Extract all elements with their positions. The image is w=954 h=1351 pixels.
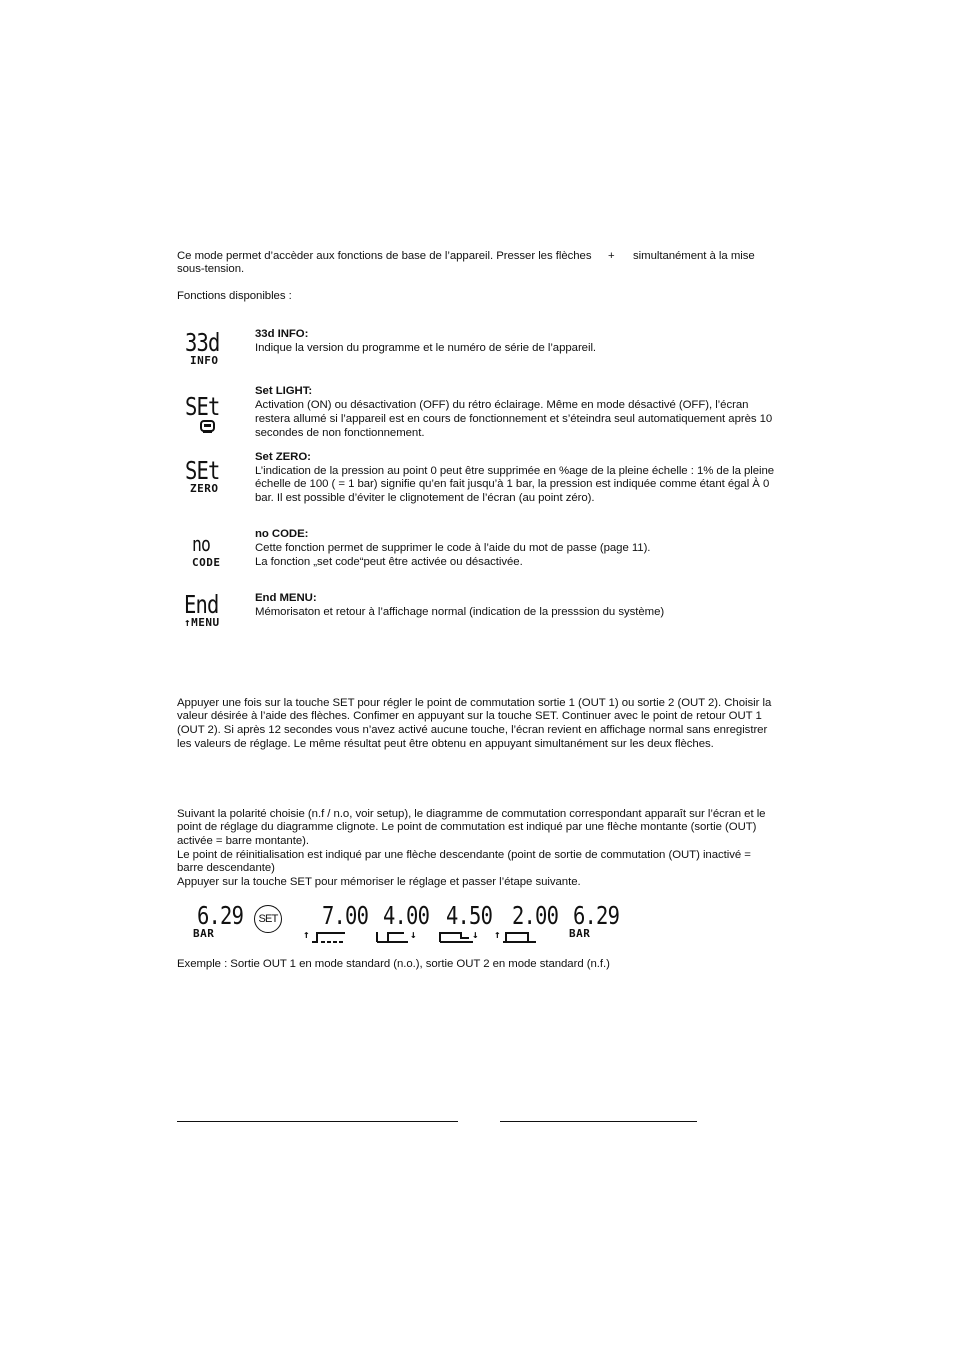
function-desc-line: Activation (ON) ou désactivation (OFF) du rétro éclairage. Même en mode désactivé (OFF), l’écran xyxy=(255,399,749,411)
paragraph-line: les valeurs de réglage. Le même résultat peut être obtenu en appuyant simultanément sur les deux flèches. xyxy=(177,738,714,750)
arrow-down-icon: ↓ xyxy=(472,928,480,941)
lcd-display-switch-point-1 xyxy=(322,903,378,928)
lcd-main-text: SEt xyxy=(185,456,220,485)
lcd-value: 2.00 xyxy=(512,901,559,930)
lcd-main-text: SEt xyxy=(185,392,220,421)
function-title: 33d INFO: xyxy=(255,328,309,340)
function-desc-line: bar. Il est possible d’éviter le clignotement de l’écran (au point zéro). xyxy=(255,492,595,504)
switch-diagram-icon xyxy=(311,931,347,943)
lcd-main-text: 33d xyxy=(185,328,220,357)
arrow-up-icon: ↑ xyxy=(494,928,502,941)
lcd-sub-text: ZERO xyxy=(190,482,219,495)
function-desc-line: échelle de 100 ( = 1 bar) signifie qu’en fait jusqu’à 1 bar, la pression est indiquée comme étant égal À 0 xyxy=(255,478,770,490)
lcd-sub-text: CODE xyxy=(192,556,221,569)
lcd-set-zero-icon xyxy=(185,458,227,495)
lcd-end-menu-icon xyxy=(184,592,226,629)
paragraph-line: activée = barre montante). xyxy=(177,835,309,847)
lcd-value: 6.29 xyxy=(573,901,620,930)
lcd-set-light-icon xyxy=(185,394,227,435)
function-desc-line: L’indication de la pression au point 0 peut être supprimée en %age de la pleine échelle : 1% de la pleine xyxy=(255,465,775,477)
function-desc-line: Mémorisaton et retour à l’affichage normal (indication de la presssion du système) xyxy=(255,606,665,618)
function-desc-line: Cette fonction permet de supprimer le code à l’aide du mot de passe (page 11). xyxy=(255,542,651,554)
lcd-sub: BAR xyxy=(193,927,215,940)
paragraph-line: barre descendante) xyxy=(177,862,275,874)
function-desc-line: Indique la version du programme et le numéro de série de l’appareil. xyxy=(255,342,597,354)
paragraph-line: Le point de réinitialisation est indiqué par une flèche descendante (point de sortie de commutation (OUT) inactivé = xyxy=(177,849,751,861)
signature-line-left xyxy=(177,1121,458,1122)
paragraph-line: valeur désirée à l’aide des flèches. Confimer en appuyant sur la touche SET. Continuer avec le point de retour OUT 1 xyxy=(177,710,762,722)
set-button-icon: SET xyxy=(254,905,282,933)
lcd-display-pressure-final xyxy=(569,901,629,940)
function-desc-line: La fonction „set code“peut être activée ou désactivée. xyxy=(255,556,523,568)
intro-text-line1b: simultanément à la mise xyxy=(633,250,755,262)
switch-diagram-icon xyxy=(439,931,475,943)
paragraph-line: Appuyer sur la touche SET pour mémoriser le réglage et passer l’étape suivante. xyxy=(177,876,581,888)
function-title: Set LIGHT: xyxy=(255,385,313,397)
intro-text-line1a: Ce mode permet d’accèder aux fonctions de base de l’appareil. Presser les flèches xyxy=(177,250,592,262)
paragraph-line: Appuyer une fois sur la touche SET pour régler le point de commutation sortie 1 (OUT 1) ou sortie 2 (OUT 2). Choisir la xyxy=(177,697,772,709)
function-title: End MENU: xyxy=(255,592,317,604)
example-caption: Exemple : Sortie OUT 1 en mode standard (n.o.), sortie OUT 2 en mode standard (n.f.) xyxy=(177,958,610,970)
lcd-display-reset-point-2 xyxy=(512,903,568,928)
paragraph-line: Suivant la polarité choisie (n.f / n.o, voir setup), le diagramme de commutation correspondant apparaît sur l’écran et le xyxy=(177,808,766,820)
available-functions-label: Fonctions disponibles : xyxy=(177,290,292,302)
plus-sign: + xyxy=(608,250,615,262)
switch-diagram-icon xyxy=(376,931,412,943)
lcd-value: 4.00 xyxy=(383,901,430,930)
function-title: Set ZERO: xyxy=(255,451,311,463)
function-desc-line: restera allumé si l’appareil est en cours de fonctionnement et s’éteindra seul automatiquement après 10 xyxy=(255,413,773,425)
lcd-no-code-icon xyxy=(192,532,221,569)
lcd-sub-text: ↑MENU xyxy=(184,616,220,629)
signature-line-right xyxy=(500,1121,697,1122)
lcd-33d-info-icon xyxy=(185,330,227,367)
lcd-value: 6.29 xyxy=(197,901,244,930)
arrow-down-icon: ↓ xyxy=(410,928,418,941)
lcd-display-pressure xyxy=(193,901,253,940)
paragraph-line: point de réglage du diagramme clignote. Le point de commutation est indiqué par une flèche montante (sortie (OUT) xyxy=(177,821,757,833)
intro-text-line2: sous-tension. xyxy=(177,263,245,275)
lcd-value: 4.50 xyxy=(446,901,493,930)
lcd-sub-text: INFO xyxy=(190,354,219,367)
switch-diagram-icon xyxy=(502,931,538,943)
paragraph-line: (OUT 2). Si après 12 secondes vous n’avez activé aucune touche, l’écran revient en affichage normal sans enregistrer xyxy=(177,724,768,736)
lcd-main-text: no xyxy=(192,532,211,556)
function-desc-line: secondes de non fonctionnement. xyxy=(255,427,425,439)
lcd-value: 7.00 xyxy=(322,901,369,930)
arrow-up-icon: ↑ xyxy=(303,928,311,941)
function-title: no CODE: xyxy=(255,528,309,540)
lcd-main-text: End xyxy=(184,590,219,619)
lcd-display-switch-point-2 xyxy=(446,903,502,928)
light-bulb-icon xyxy=(185,419,225,435)
lcd-sub: BAR xyxy=(569,927,591,940)
lcd-display-reset-point-1 xyxy=(383,903,439,928)
